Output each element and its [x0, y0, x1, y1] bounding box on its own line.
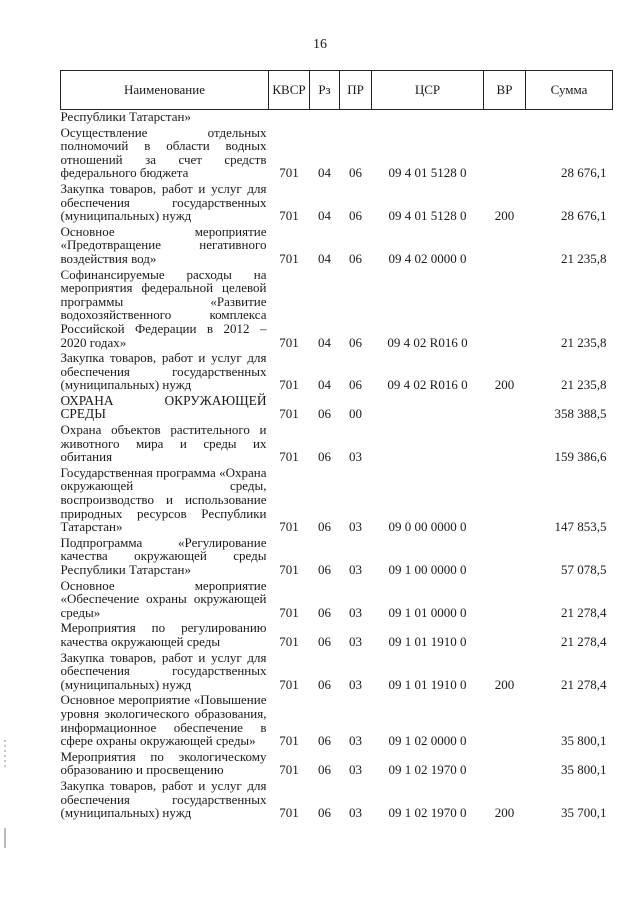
- cell-vr: [484, 691, 526, 747]
- cell-pr: [340, 110, 372, 124]
- cell-name: Подпрограмма «Регулирование качества окружающей среды Республики Татарстан»: [60, 534, 267, 577]
- cell-vr: [484, 223, 526, 266]
- cell-csr: 09 1 02 0000 0: [388, 733, 467, 749]
- cell-pr: 03: [349, 449, 362, 465]
- cell-kvsr: 701: [279, 604, 299, 620]
- cell-vr: [484, 619, 526, 648]
- cell-vr: [484, 577, 526, 620]
- cell-csr: 09 4 01 5128 0: [388, 208, 467, 224]
- table-body: [61, 110, 613, 820]
- cell-rz: 04: [318, 208, 331, 224]
- cell-kvsr: 701: [279, 519, 299, 535]
- cell-sum: 21 278,4: [561, 676, 607, 692]
- cell-vr: 200: [494, 676, 515, 692]
- header-pr: ПР: [340, 71, 372, 110]
- cell-vr: 200: [494, 208, 515, 224]
- cell-name: Софинансируемые расходы на мероприятия федеральной целевой программы «Развитие водохозяйственного комплекса Российской Федерации в 2012 – 2020 годах»: [60, 266, 267, 350]
- cell-sum: 28 676,1: [561, 208, 607, 224]
- table-row: [61, 577, 613, 620]
- cell-pr: 06: [349, 377, 362, 393]
- cell-sum: 35 800,1: [561, 762, 607, 778]
- cell-name: Охрана объектов растительного и животного мира и среды их обитания: [60, 422, 267, 465]
- cell-name: Закупка товаров, работ и услуг для обеспечения государственных (муниципальных) нужд: [60, 350, 267, 393]
- cell-rz: 06: [318, 805, 331, 821]
- cell-csr: 09 0 00 0000 0: [388, 519, 467, 535]
- cell-rz: 06: [318, 562, 331, 577]
- table-row: [61, 534, 613, 577]
- table-row: [61, 649, 613, 692]
- cell-rz: 06: [318, 676, 331, 692]
- table-row: [61, 464, 613, 534]
- cell-vr: [484, 464, 526, 534]
- cell-vr: [484, 534, 526, 577]
- cell-csr: 09 1 02 1970 0: [388, 805, 467, 821]
- cell-sum: 358 388,5: [554, 406, 607, 422]
- cell-kvsr: [269, 110, 310, 124]
- cell-pr: 06: [349, 165, 362, 181]
- cell-pr: 03: [349, 562, 362, 577]
- cell-kvsr: 701: [279, 562, 299, 577]
- cell-kvsr: 701: [279, 762, 299, 778]
- cell-sum: 21 235,8: [561, 334, 607, 350]
- cell-rz: 04: [318, 334, 331, 350]
- cell-pr: 03: [349, 805, 362, 821]
- cell-pr: 06: [349, 334, 362, 350]
- cell-sum: 57 078,5: [561, 562, 607, 577]
- cell-vr: [484, 266, 526, 350]
- cell-name: Основное мероприятие «Обеспечение охраны окружающей среды»: [60, 577, 267, 620]
- cell-name: Республики Татарстан»: [60, 109, 191, 124]
- table-row: [61, 124, 613, 180]
- cell-csr: [372, 392, 484, 421]
- cell-kvsr: 701: [279, 334, 299, 350]
- cell-pr: 06: [349, 250, 362, 266]
- cell-sum: 21 278,4: [561, 633, 607, 649]
- cell-kvsr: 701: [279, 449, 299, 465]
- cell-csr: 09 4 02 R016 0: [387, 377, 468, 393]
- table-row: [61, 180, 613, 223]
- cell-sum: 28 676,1: [561, 165, 607, 181]
- cell-sum: 21 278,4: [561, 604, 607, 620]
- cell-sum: 35 800,1: [561, 733, 607, 749]
- cell-kvsr: 701: [279, 676, 299, 692]
- cell-rz: 06: [318, 449, 331, 465]
- cell-name: ОХРАНА ОКРУЖАЮЩЕЙ СРЕДЫ: [60, 392, 267, 422]
- cell-pr: 03: [349, 633, 362, 649]
- cell-pr: 03: [349, 676, 362, 692]
- table-row: [61, 421, 613, 464]
- cell-kvsr: 701: [279, 250, 299, 266]
- cell-name: Государственная программа «Охрана окружающей среды, воспроизводство и использование природных ресурсов Республики Татарстан»: [60, 464, 267, 535]
- cell-rz: 06: [318, 762, 331, 778]
- cell-rz: 06: [318, 406, 331, 422]
- cell-rz: 04: [318, 377, 331, 393]
- table-row: [61, 223, 613, 266]
- cell-kvsr: 701: [279, 208, 299, 224]
- cell-vr: [484, 421, 526, 464]
- cell-pr: 03: [349, 762, 362, 778]
- cell-kvsr: 701: [279, 805, 299, 821]
- cell-rz: 06: [318, 604, 331, 620]
- cell-csr: [372, 421, 484, 464]
- cell-pr: 03: [349, 519, 362, 535]
- page-number: 16: [313, 37, 327, 52]
- cell-pr: 00: [349, 406, 362, 422]
- cell-csr: 09 1 01 1910 0: [388, 676, 467, 692]
- cell-csr: 09 1 01 0000 0: [388, 604, 467, 620]
- cell-name: Мероприятия по регулированию качества окружающей среды: [60, 620, 267, 649]
- table-row: [61, 392, 613, 421]
- cell-csr: [372, 110, 484, 124]
- table-row: [61, 266, 613, 350]
- cell-vr: 200: [494, 805, 515, 821]
- cell-name: Закупка товаров, работ и услуг для обеспечения государственных (муниципальных) нужд: [60, 649, 267, 692]
- header-name: Наименование: [61, 71, 269, 110]
- cell-kvsr: 701: [279, 406, 299, 422]
- cell-name: Основное мероприятие «Повышение уровня экологического образования, информационное обеспечение в сфере охраны окружающей среды»: [60, 692, 267, 749]
- table-row: [61, 748, 613, 777]
- cell-kvsr: 701: [279, 165, 299, 181]
- cell-pr: 06: [349, 208, 362, 224]
- cell-vr: 200: [494, 377, 515, 393]
- header-csr: ЦСР: [372, 71, 484, 110]
- scan-edge-marks: [0, 0, 10, 905]
- table-row: [61, 349, 613, 392]
- cell-csr: 09 1 01 1910 0: [388, 633, 467, 649]
- cell-sum: 21 235,8: [561, 250, 607, 266]
- table-row: [61, 691, 613, 747]
- table-row: [61, 777, 613, 820]
- cell-csr: 09 4 02 0000 0: [388, 250, 467, 266]
- cell-vr: [484, 748, 526, 777]
- header-vr: ВР: [484, 71, 526, 110]
- cell-pr: 03: [349, 604, 362, 620]
- cell-pr: 03: [349, 733, 362, 749]
- table-header-row: [61, 71, 613, 110]
- cell-rz: 06: [318, 519, 331, 535]
- cell-csr: 09 1 02 1970 0: [388, 762, 467, 778]
- cell-sum: 35 700,1: [561, 805, 607, 821]
- cell-name: Мероприятия по экологическому образованию и просвещению: [60, 748, 267, 778]
- cell-name: Закупка товаров, работ и услуг для обеспечения государственных (муниципальных) нужд: [60, 777, 267, 821]
- cell-vr: [484, 124, 526, 180]
- cell-rz: [310, 110, 340, 124]
- cell-rz: 06: [318, 733, 331, 749]
- header-rz: Рз: [310, 71, 340, 110]
- cell-vr: [484, 392, 526, 421]
- cell-sum: 21 235,8: [561, 377, 607, 393]
- cell-rz: 06: [318, 633, 331, 649]
- table-row: [61, 619, 613, 648]
- cell-kvsr: 701: [279, 377, 299, 393]
- cell-kvsr: 701: [279, 633, 299, 649]
- cell-sum: 147 853,5: [554, 519, 607, 535]
- table-row: [61, 110, 613, 124]
- cell-kvsr: 701: [279, 733, 299, 749]
- cell-name: Закупка товаров, работ и услуг для обеспечения государственных (муниципальных) нужд: [60, 180, 267, 224]
- cell-name: Осуществление отдельных полномочий в области водных отношений за счет средств федерального бюджета: [60, 124, 267, 181]
- cell-csr: 09 1 00 0000 0: [388, 562, 467, 577]
- header-sum: Сумма: [526, 71, 613, 110]
- cell-sum: [526, 110, 613, 124]
- cell-rz: 04: [318, 165, 331, 181]
- budget-table: [60, 70, 613, 820]
- cell-vr: [484, 110, 526, 124]
- cell-csr: 09 4 01 5128 0: [388, 165, 467, 181]
- cell-sum: 159 386,6: [554, 449, 607, 465]
- cell-csr: 09 4 02 R016 0: [387, 334, 468, 350]
- cell-rz: 04: [318, 250, 331, 266]
- header-kvsr: КВСР: [269, 71, 310, 110]
- cell-name: Основное мероприятие «Предотвращение негативного воздействия вод»: [60, 223, 267, 266]
